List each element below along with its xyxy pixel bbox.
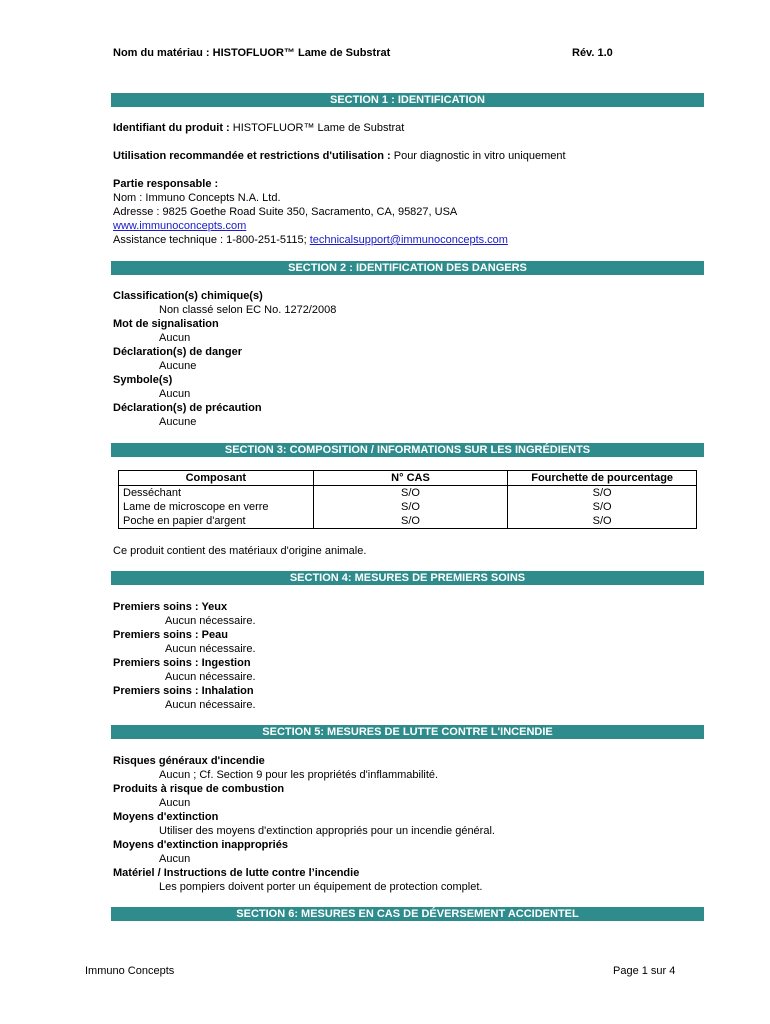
- section-6-title: SECTION 6: MESURES EN CAS DE DÉVERSEMENT ACCIDENTEL: [111, 907, 704, 921]
- column-header-percentage: Fourchette de pourcentage: [508, 471, 697, 486]
- recommended-use-label: Utilisation recommandée et restrictions d'utilisation :: [113, 150, 394, 162]
- company-address-line: Adresse : 9825 Goethe Road Suite 350, Sacramento, CA, 95827, USA: [113, 206, 458, 218]
- signal-word-label: Mot de signalisation: [113, 318, 219, 330]
- first-aid-skin-label: Premiers soins : Peau: [113, 629, 228, 641]
- first-aid-skin-value: Aucun nécessaire.: [165, 643, 256, 655]
- cas-cell: S/O: [313, 514, 508, 529]
- section-1-title: SECTION 1 : IDENTIFICATION: [111, 93, 704, 107]
- column-header-component: Composant: [119, 471, 314, 486]
- unsuitable-media-label: Moyens d'extinction inappropriés: [113, 839, 288, 851]
- fire-hazards-label: Risques généraux d'incendie: [113, 755, 265, 767]
- table-row: [119, 500, 697, 514]
- tech-support-email-link[interactable]: technicalsupport@immunoconcepts.com: [309, 234, 508, 246]
- product-identifier-label: Identifiant du produit :: [113, 122, 233, 134]
- extinguishing-media-value: Utiliser des moyens d'extinction appropriés pour un incendie général.: [159, 825, 495, 837]
- website-line: [113, 219, 246, 233]
- firefighting-instructions-value: Les pompiers doivent porter un équipement de protection complet.: [159, 881, 483, 893]
- composition-table: [118, 470, 697, 529]
- website-link[interactable]: www.immunoconcepts.com: [113, 220, 247, 232]
- firefighting-instructions-label: Matériel / Instructions de lutte contre l’incendie: [113, 867, 360, 879]
- hazard-statement-value: Aucune: [159, 360, 197, 372]
- unsuitable-media-value: Aucun: [159, 853, 191, 865]
- table-row: [119, 514, 697, 529]
- cas-cell: S/O: [313, 486, 508, 501]
- responsible-party-label: Partie responsable :: [113, 178, 219, 190]
- material-name-header: Nom du matériau : HISTOFLUOR™ Lame de Substrat: [113, 47, 391, 59]
- composition-table-header: [119, 471, 697, 486]
- hazard-classification-label: Classification(s) chimique(s): [113, 290, 263, 302]
- section-2-title: SECTION 2 : IDENTIFICATION DES DANGERS: [111, 261, 704, 275]
- column-header-cas: N° CAS: [313, 471, 508, 486]
- section-4-title: SECTION 4: MESURES DE PREMIERS SOINS: [111, 571, 704, 585]
- recommended-use: [113, 149, 566, 163]
- animal-origin-note: Ce produit contient des matériaux d'origine animale.: [113, 545, 367, 557]
- tech-support-phone: Assistance technique : 1-800-251-5115;: [113, 234, 310, 246]
- symbols-label: Symbole(s): [113, 374, 173, 386]
- first-aid-eyes-value: Aucun nécessaire.: [165, 615, 256, 627]
- first-aid-inhalation-value: Aucun nécessaire.: [165, 699, 256, 711]
- component-cell: Poche en papier d'argent: [119, 514, 314, 529]
- cas-cell: S/O: [313, 500, 508, 514]
- component-cell: Desséchant: [119, 486, 314, 501]
- symbols-value: Aucun: [159, 388, 191, 400]
- first-aid-ingestion-label: Premiers soins : Ingestion: [113, 657, 251, 669]
- combustion-products-value: Aucun: [159, 797, 191, 809]
- fire-hazards-value: Aucun ; Cf. Section 9 pour les propriétés d'inflammabilité.: [159, 769, 439, 781]
- recommended-use-value: Pour diagnostic in vitro uniquement: [393, 150, 566, 162]
- footer-page-number: Page 1 sur 4: [613, 965, 676, 977]
- percentage-cell: S/O: [508, 500, 697, 514]
- hazard-statement-label: Déclaration(s) de danger: [113, 346, 242, 358]
- section-5-title: SECTION 5: MESURES DE LUTTE CONTRE L'INCENDIE: [111, 725, 704, 739]
- product-identifier: [113, 121, 404, 135]
- combustion-products-label: Produits à risque de combustion: [113, 783, 285, 795]
- signal-word-value: Aucun: [159, 332, 191, 344]
- table-row: [119, 486, 697, 501]
- percentage-cell: S/O: [508, 514, 697, 529]
- precaution-statement-value: Aucune: [159, 416, 197, 428]
- revision-label: Rév. 1.0: [572, 47, 613, 59]
- percentage-cell: S/O: [508, 486, 697, 501]
- hazard-classification-value: Non classé selon EC No. 1272/2008: [159, 304, 337, 316]
- first-aid-ingestion-value: Aucun nécessaire.: [165, 671, 256, 683]
- tech-support-line: [113, 233, 508, 247]
- extinguishing-media-label: Moyens d'extinction: [113, 811, 219, 823]
- first-aid-eyes-label: Premiers soins : Yeux: [113, 601, 228, 613]
- first-aid-inhalation-label: Premiers soins : Inhalation: [113, 685, 254, 697]
- product-identifier-value: HISTOFLUOR™ Lame de Substrat: [232, 122, 405, 134]
- company-name-line: Nom : Immuno Concepts N.A. Ltd.: [113, 192, 281, 204]
- component-cell: Lame de microscope en verre: [119, 500, 314, 514]
- precaution-statement-label: Déclaration(s) de précaution: [113, 402, 262, 414]
- section-3-title: SECTION 3: COMPOSITION / INFORMATIONS SUR LES INGRÉDIENTS: [111, 443, 704, 457]
- footer-company: Immuno Concepts: [85, 965, 175, 977]
